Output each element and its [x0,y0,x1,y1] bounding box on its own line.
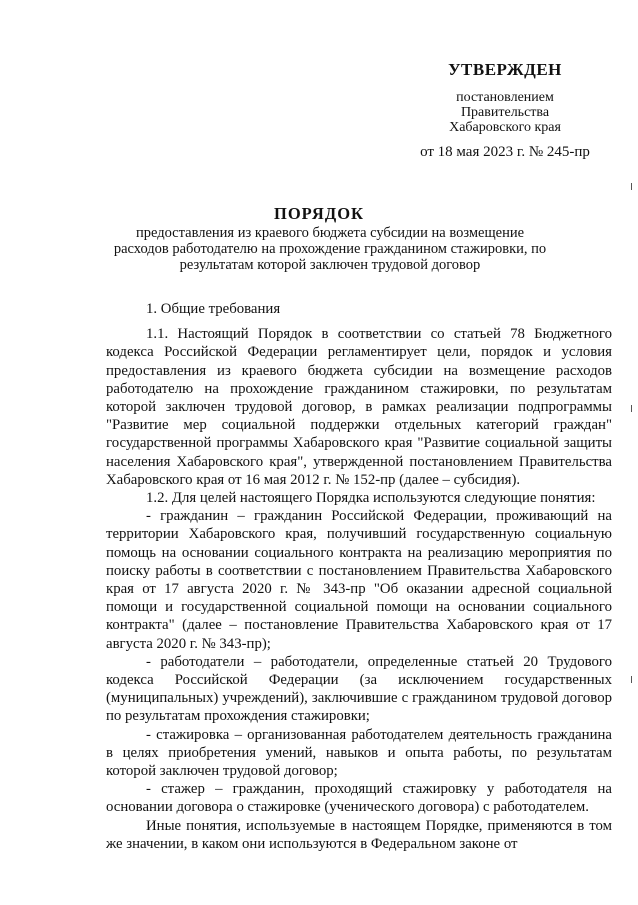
approval-line-1: постановлением [456,90,554,105]
approval-line-2: Правительства [460,105,550,120]
definition-intern: - стажер – гражданин, проходящий стажировку у работодателя на основании договора о стажировке (ученического договора) с работодателем. [106,781,612,816]
scan-mark [631,183,632,190]
approval-line-3: Хабаровского края [449,120,561,135]
paragraph-1-2: 1.2. Для целей настоящего Порядка используются следующие понятия: [146,490,596,507]
document-subtitle: предоставления из краевого бюджета субсидии на возмещение расходов работодателю на прохождение гражданином стажировки, по результатам которой заключен трудовой договор [113,225,547,273]
scan-mark [631,405,632,412]
approval-title: УТВЕРЖДЕН [448,60,562,79]
paragraph-other-terms: Иные понятия, используемые в настоящем Порядке, применяются в том же значении, в каком они используются в Федеральном законе от [106,817,612,852]
scan-mark [631,676,632,683]
document-title: ПОРЯДОК [274,204,364,223]
approval-stamp [400,60,610,161]
definition-citizen: - гражданин – гражданин Российской Федерации, проживающий на территории Хабаровского края, получивший государственную социальную помощь на основании социального контракта на реализацию мероприятия по поиску работы в соответствии с постановлением Правительства Хабаровского края от 17 августа 2020 г. № 343-пр "Об оказании адресной социальной помощи и государственной социальной помощи на основании социального контракта" (далее – постановление Правительства Хабаровского края от 17 августа 2020 г. № 343-пр); [106,508,612,652]
definition-employers: - работодатели – работодатели, определенные статьей 20 Трудового кодекса Российской Федерации (за исключением государственных (муниципальных) учреждений), заключившие с гражданином трудовой договор по результатам прохождения стажировки; [106,653,612,725]
definition-internship: - стажировка – организованная работодателем деятельность гражданина в целях приобретения умений, навыков и опыта работы, по результатам которой заключен трудовой договор; [106,726,612,780]
paragraph-1-1: 1.1. Настоящий Порядок в соответствии со статьей 78 Бюджетного кодекса Российской Федерации регламентирует цели, порядок и условия предоставления из краевого бюджета субсидии на возмещение расходов работодателю на прохождение гражданином стажировки, по результатам которой заключен трудовой договор, в рамках реализации подпрограммы "Развитие мер социальной поддержки отдельных категорий граждан" государственной программы Хабаровского края "Развитие социальной защиты населения Хабаровского края", утвержденной постановлением Правительства Хабаровского края от 16 мая 2012 г. № 152-пр (далее – субсидия). [106,326,612,488]
section-heading: 1. Общие требования [146,301,281,317]
document-body [106,300,612,853]
approval-date: от 18 мая 2023 г. № 245-пр [420,144,590,160]
